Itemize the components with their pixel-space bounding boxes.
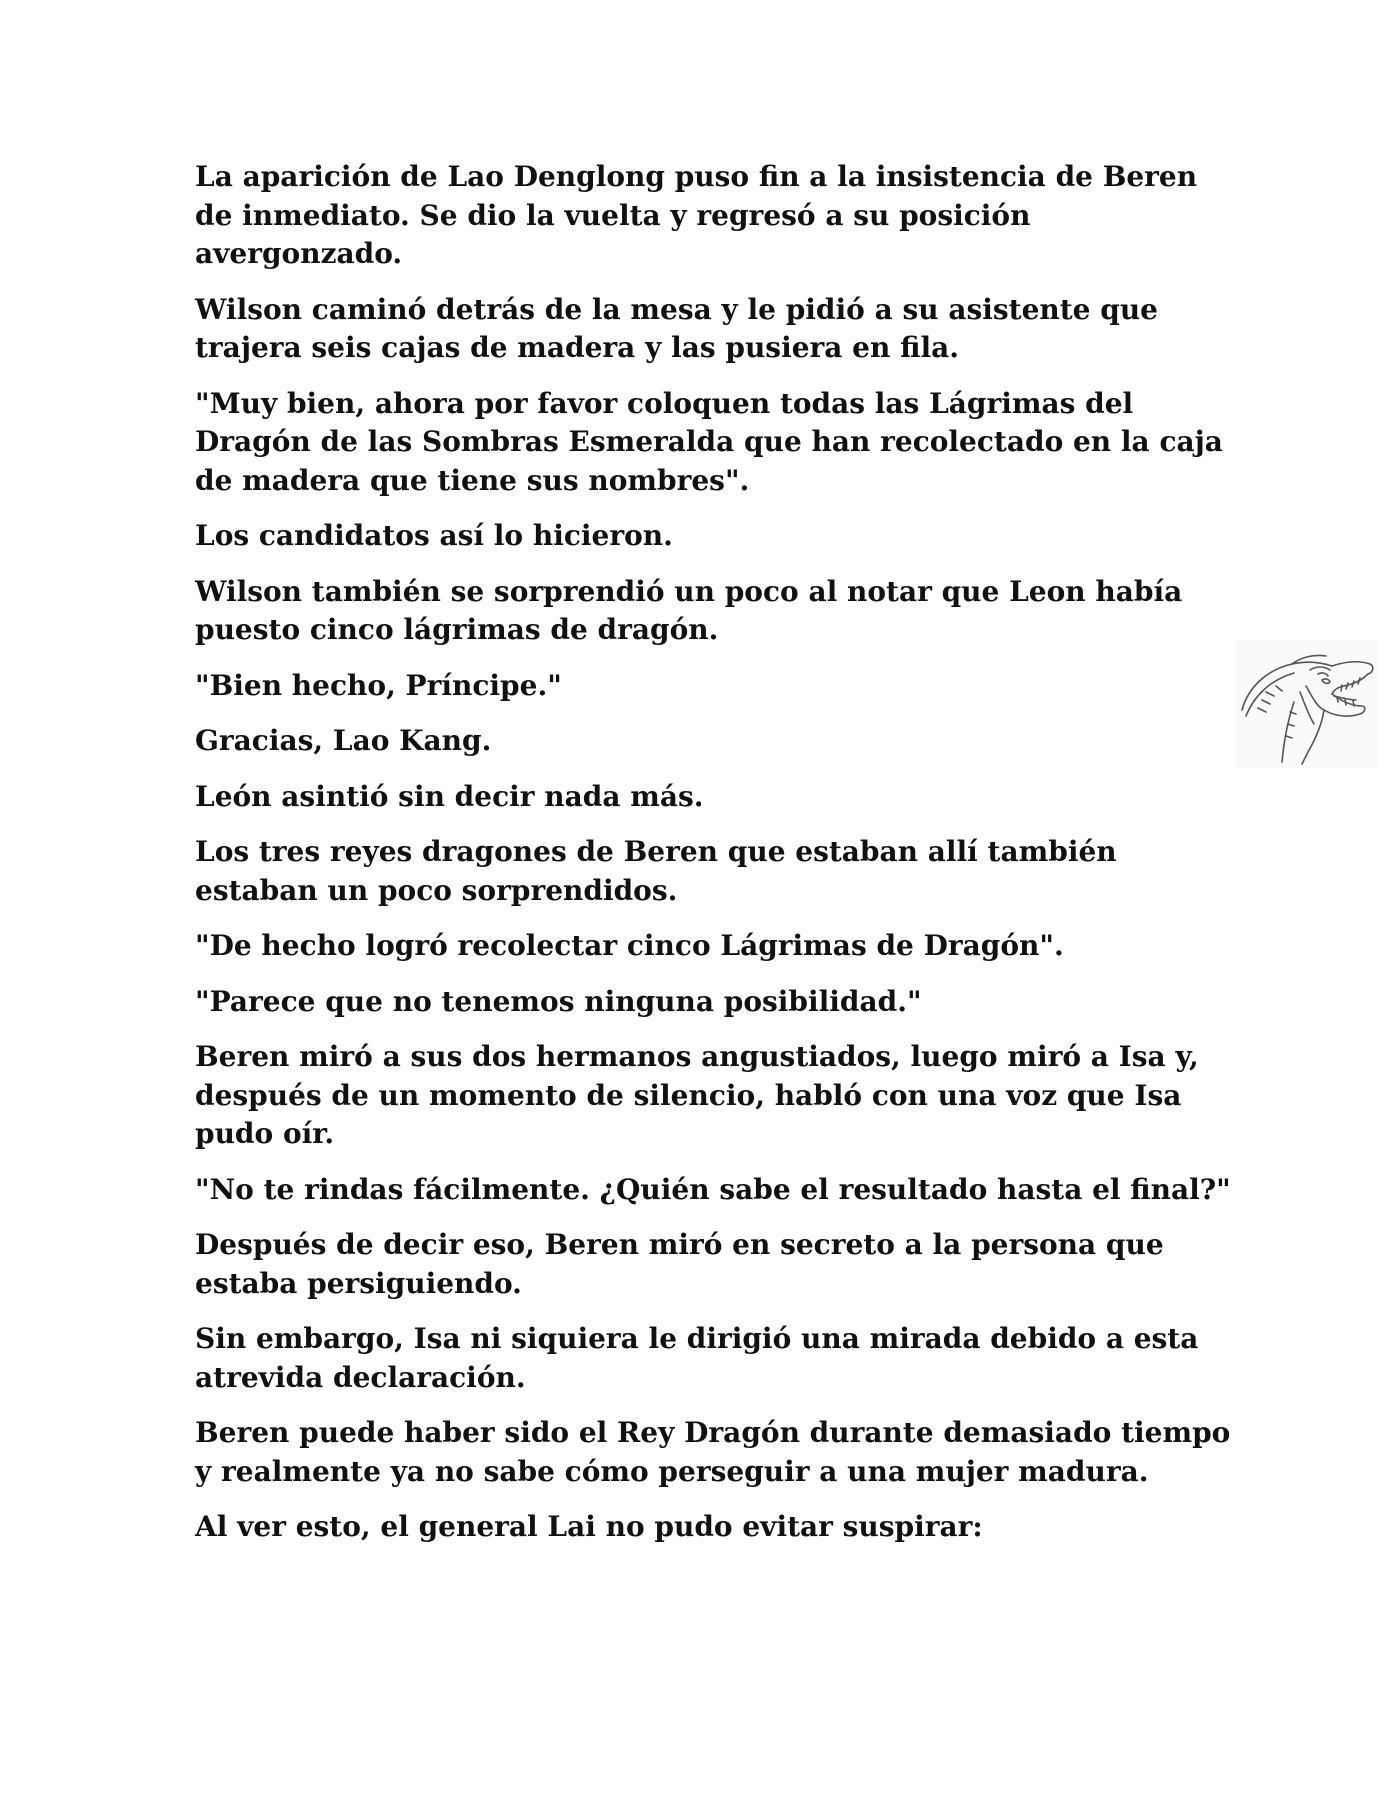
paragraph-10: "De hecho logró recolectar cinco Lágrimas de Dragón". [195, 929, 1064, 962]
paragraph-6: "Bien hecho, Príncipe." [195, 668, 562, 702]
paragraph-9: Los tres reyes dragones de Beren que estaban allí también estaban un poco sorprendidos. [195, 835, 1117, 907]
paragraph-1: La aparición de Lao Denglong puso fin a la insistencia de Beren de inmediato. Se dio la vuelta y regresó a su posición avergonzado. [195, 160, 1198, 270]
paragraph-7: Gracias, Lao Kang. [195, 724, 492, 757]
paragraph-3: "Muy bien, ahora por favor coloquen todas las Lágrimas del Dragón de las Sombras Esmeralda que han recolectado en la caja de madera que tiene sus nombres". [195, 386, 1223, 497]
paragraph-12: Beren miró a sus dos hermanos angustiados, luego miró a Isa y, después de un momento de silencio, habló con una voz que Isa pudo oír. [195, 1040, 1199, 1150]
dragon-sketch-svg [1236, 640, 1378, 768]
paragraph-17: Al ver esto, el general Lai no pudo evitar suspirar: [195, 1510, 983, 1543]
paragraph-4: Los candidatos así lo hicieron. [195, 519, 673, 552]
paragraph-14: Después de decir eso, Beren miró en secreto a la persona que estaba persiguiendo. [195, 1228, 1164, 1300]
paragraph-13: "No te rindas fácilmente. ¿Quién sabe el resultado hasta el final?" [195, 1172, 1231, 1206]
paragraph-11: "Parece que no tenemos ninguna posibilidad." [195, 984, 922, 1018]
paragraph-2: Wilson caminó detrás de la mesa y le pidió a su asistente que trajera seis cajas de madera y las pusiera en fila. [195, 292, 1158, 364]
dragon-head-sketch-icon [1236, 640, 1378, 768]
paragraph-8: León asintió sin decir nada más. [195, 779, 704, 813]
paragraph-15: Sin embargo, Isa ni siquiera le dirigió una mirada debido a esta atrevida declaración. [195, 1322, 1199, 1394]
paragraph-5: Wilson también se sorprendió un poco al notar que Leon había puesto cinco lágrimas de dragón. [195, 574, 1183, 646]
paragraph-16: Beren puede haber sido el Rey Dragón durante demasiado tiempo y realmente ya no sabe cómo perseguir a una mujer madura. [195, 1416, 1231, 1488]
body-text [195, 158, 1235, 1564]
